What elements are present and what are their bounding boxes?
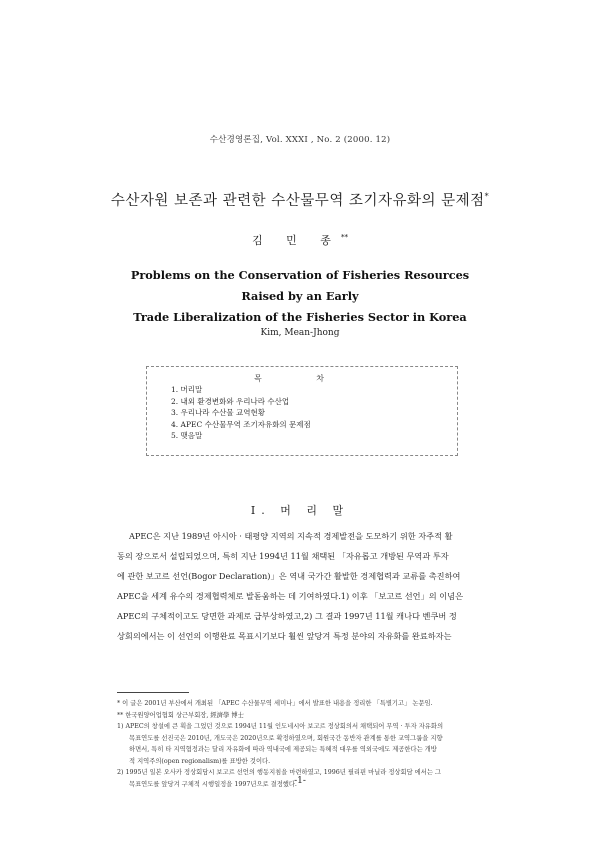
body-line: 상회의에서는 이 선언의 이행완료 목표시기보다 훨씬 앞당겨 특정 분야의 자유화를 완료하자는 [117,631,452,641]
table-of-contents [146,366,458,456]
body-line: 동의 장으로서 설립되었으며, 특히 지난 1994년 11월 채택된 「자유롭고 개방된 무역과 투자 [117,551,449,561]
author-footnote-mark: ** [340,233,348,242]
footnote-continuation: 목표연도를 앞당겨 구체적 시행일정을 1997년으로 결정했다. [129,780,297,788]
toc-item: 1. 머리말 [171,385,203,394]
footnote: 1) APEC의 창설에 큰 획을 그었던 것으로 1994년 11월 인도네시아 보고르 정상회의서 채택되어 무역 · 투자 자유화의 [117,723,444,730]
body-line: APEC의 구체적이고도 당면한 과제로 급부상하였고,2) 그 결과 1997년 11월 캐나다 벤쿠버 정 [117,611,457,621]
korean-title [0,189,600,210]
footnote-continuation: 적 지역주의(open regionalism)를 표방한 것이다. [129,757,271,765]
page-number: -1- [294,776,306,786]
section-heading: Ⅰ. 머 리 말 [250,504,350,517]
toc-item: 2. 내외 환경변화와 우리나라 수산업 [171,396,290,406]
body-paragraph [117,526,485,646]
toc-title: 목 차 [254,374,350,383]
toc-list [171,384,311,442]
korean-author-name: 김 민 종 [252,234,341,247]
toc-item: 4. APEC 수산물무역 조기자유화의 문제점 [171,419,311,429]
footnote-continuation: 목표연도를 선진국은 2010년, 개도국은 2020년으로 확정하였으며, 회원국간 동반자 관계를 통한 교역그룹을 지향 [129,734,443,742]
english-author: Kim, Mean-Jhong [260,328,340,338]
english-title-line-2: Trade Liberalization of the Fisheries Sector in Korea [133,310,467,324]
footnote: * 이 글은 2001년 부산에서 개최된 「APEC 수산물무역 세미나」에서 발표한 내용을 정리한 「특별기고」 논문임. [117,700,433,707]
toc-item: 3. 우리나라 수산물 교역현황 [171,408,266,417]
journal-header: 수산경영론집, Vol. XXXI , No. 2 (2000. 12) [209,135,391,145]
footnote: ** 한국원양어업협회 상근부회장, 經濟學 博士 [117,711,244,719]
body-line: APEC을 세계 유수의 경제협력체로 발돋움하는 데 기여하였다.1) 이후 「보고르 선언」의 이념은 [117,591,463,601]
korean-title-text: 수산자원 보존과 관련한 수산물무역 조기자유화의 문제점 [110,193,485,209]
english-title-line-1: Problems on the Conservation of Fisheries Resources Raised by an Early [130,268,470,303]
korean-author [0,232,600,248]
footnote-continuation: 하면서, 특히 타 지역협정과는 달리 자유화에 따라 역내국에 제공되는 특혜적 대우를 역외국에도 제공한다는 개방 [129,746,437,753]
body-line: 에 관한 보고르 선언(Bogor Declaration)」은 역내 국가간 활발한 경제협력과 교류를 촉진하여 [117,571,461,581]
footnote-divider [117,692,189,693]
footnote: 2) 1995년 일본 오사카 정상회담시 보고르 선언의 행동지침을 마련하였고, 1996년 필리핀 마닐라 정상회담 에서는 그 [117,769,442,776]
title-footnote-mark: * [484,192,490,202]
body-line: APEC은 지난 1989년 아시아 · 태평양 지역의 지속적 경제발전을 도모하기 위한 자주적 활 [129,531,453,541]
toc-item: 5. 맺음말 [171,431,203,440]
english-title [110,265,490,328]
